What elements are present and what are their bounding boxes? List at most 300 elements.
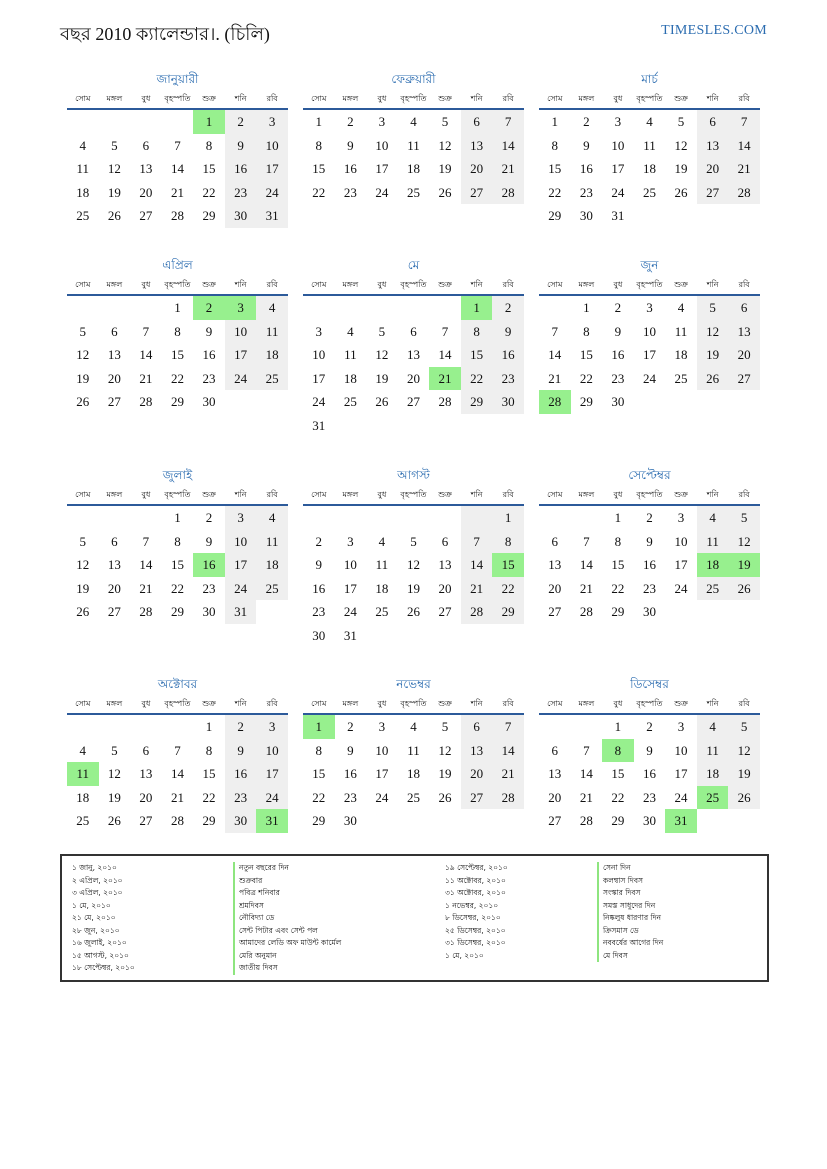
day-cell: 18: [256, 343, 288, 367]
day-cell: 9: [315, 557, 323, 572]
day-cell: 14: [579, 557, 593, 572]
day-cell: 18: [256, 553, 288, 577]
weekday-label: সোম: [547, 490, 563, 499]
empty-cell: [539, 506, 571, 530]
week-row: [67, 390, 288, 414]
day-cell: 9: [205, 323, 213, 339]
empty-cell: [366, 296, 398, 320]
day-cell: 24: [256, 181, 288, 205]
weekday-label: বৃহস্পতি: [400, 280, 427, 289]
empty-cell: [398, 506, 430, 530]
day-cell: 10: [674, 742, 688, 758]
month-title: অক্টোবর: [157, 677, 198, 691]
empty-cell: [429, 809, 461, 833]
day-cell: 27: [139, 208, 153, 223]
day-cell: 1: [174, 510, 181, 525]
weekday-label: বুধ: [613, 280, 623, 289]
day-cell: 15: [548, 161, 562, 176]
day-cell: 16: [642, 557, 656, 572]
week-row: [67, 762, 288, 786]
day-cell: 7: [583, 533, 590, 549]
day-cell: 11: [407, 137, 420, 153]
day-cell: 10: [256, 134, 288, 158]
week-row: [303, 414, 524, 438]
legend-holiday-name: জাতীয় দিবস: [233, 962, 341, 975]
empty-cell: [398, 624, 430, 648]
day-cell: 25: [406, 789, 420, 805]
day-cell: 26: [438, 184, 452, 200]
weekday-header: [303, 274, 524, 296]
empty-cell: [728, 809, 760, 833]
day-cell: 19: [76, 370, 90, 386]
day-cell: 16: [579, 161, 593, 176]
day-cell: 7: [142, 323, 150, 339]
day-cell: 14: [492, 739, 524, 763]
week-row: [67, 204, 288, 228]
day-cell: 20: [461, 157, 493, 181]
weekday-label: বৃহস্পতি: [164, 280, 191, 289]
site-link[interactable]: TIMESLES.COM: [661, 23, 767, 38]
weekday-label: রবি: [266, 94, 278, 103]
day-cell: 27: [139, 813, 153, 828]
empty-cell: [67, 110, 99, 134]
day-cell: 2: [347, 114, 354, 129]
day-cell: 11: [697, 739, 729, 763]
week-row: [303, 553, 524, 577]
day-cell: 17: [375, 161, 389, 176]
day-cell: 2: [492, 296, 524, 320]
weekday-label: শনি: [470, 699, 483, 708]
empty-cell: [539, 715, 571, 739]
legend-date: ১ মে, ২০১০: [445, 950, 484, 960]
month-calendar: [67, 466, 288, 624]
day-cell: 4: [697, 715, 729, 739]
day-cell: 9: [492, 320, 524, 344]
day-cell: 6: [111, 323, 118, 339]
weekday-label: বুধ: [613, 94, 623, 103]
week-row: [539, 762, 760, 786]
day-cell: 7: [441, 323, 449, 339]
month-title: নভেম্বর: [396, 677, 431, 691]
day-cell: 22: [579, 370, 593, 386]
day-cell: 3: [347, 533, 354, 549]
legend-date: ২ এপ্রিল, ২০১০: [72, 875, 123, 885]
day-cell: 9: [646, 533, 653, 549]
week-row: [303, 320, 524, 344]
day-cell: 12: [728, 530, 760, 554]
day-cell: 21: [548, 370, 562, 386]
legend-holiday-name: সেন্ট পিটার এবং সেন্ট পল: [233, 925, 341, 938]
week-row: [303, 181, 524, 205]
day-cell: 2: [225, 715, 257, 739]
weekday-label: সোম: [75, 94, 91, 103]
week-row: [539, 134, 760, 158]
empty-cell: [461, 809, 493, 833]
weekday-label: রবি: [738, 280, 750, 289]
day-cell: 6: [551, 742, 559, 758]
day-cell: 9: [583, 137, 590, 153]
day-cell: 23: [343, 789, 357, 805]
day-cell: 2: [193, 296, 225, 320]
week-row: [539, 390, 760, 414]
day-cell: 10: [225, 320, 257, 344]
empty-cell: [429, 506, 461, 530]
day-cell: 11: [256, 530, 288, 554]
weekday-label: বুধ: [141, 699, 151, 708]
empty-cell: [256, 600, 288, 624]
week-row: [303, 367, 524, 391]
weekday-label: বুধ: [377, 94, 387, 103]
day-cell: 23: [225, 181, 257, 205]
weekday-label: বৃহস্পতি: [636, 94, 663, 103]
day-cell: 2: [646, 719, 653, 734]
day-cell: 22: [202, 184, 216, 200]
day-cell: 7: [583, 742, 590, 758]
weekday-label: সোম: [547, 94, 563, 103]
day-cell: 24: [225, 577, 257, 601]
week-row: [67, 577, 288, 601]
day-cell: 30: [225, 204, 257, 228]
weekday-label: রবি: [738, 94, 750, 103]
weekday-label: মঙ্গল: [106, 280, 123, 289]
day-cell: 24: [611, 184, 625, 200]
legend-holiday-name: আমাদের লেডি অফ মাউন্ট কার্মেল: [233, 937, 341, 950]
empty-cell: [429, 624, 461, 648]
weekday-label: শনি: [234, 280, 247, 289]
day-cell: 7: [461, 530, 493, 554]
weekday-label: শনি: [706, 94, 719, 103]
weekday-label: রবি: [266, 699, 278, 708]
day-cell: 20: [548, 580, 562, 596]
empty-cell: [461, 506, 493, 530]
day-cell: 21: [461, 577, 493, 601]
day-cell: 4: [256, 506, 288, 530]
month-title: জুলাই: [162, 468, 193, 482]
day-cell: 20: [461, 762, 493, 786]
month-title: মে: [407, 258, 420, 272]
day-cell: 1: [174, 300, 181, 315]
week-row: [539, 553, 760, 577]
weekday-label: মঙ্গল: [578, 699, 595, 708]
weekday-label: মঙ্গল: [578, 280, 595, 289]
day-cell: 6: [461, 715, 493, 739]
day-cell: 7: [174, 742, 181, 758]
day-cell: 27: [728, 367, 760, 391]
day-cell: 4: [697, 506, 729, 530]
weekday-label: মঙ্গল: [578, 94, 595, 103]
month-calendar: [539, 256, 760, 414]
day-cell: 15: [611, 557, 625, 572]
day-cell: 21: [579, 789, 593, 805]
legend-holiday-name: শ্রমদিবস: [233, 900, 341, 913]
empty-cell: [634, 204, 666, 228]
week-row: [539, 204, 760, 228]
empty-cell: [99, 296, 131, 320]
empty-cell: [130, 715, 162, 739]
month-title: ফেব্রুয়ারী: [391, 72, 436, 86]
weekday-label: শনি: [234, 699, 247, 708]
day-cell: 26: [728, 577, 760, 601]
day-cell: 26: [76, 604, 90, 619]
day-cell: 7: [142, 533, 150, 549]
week-row: [539, 296, 760, 320]
day-cell: 11: [76, 161, 90, 176]
day-cell: 26: [697, 367, 729, 391]
day-cell: 15: [312, 766, 326, 781]
day-cell: 18: [406, 766, 420, 781]
weekday-label: শুক্র: [438, 490, 452, 499]
day-cell: 10: [225, 530, 257, 554]
day-cell: 8: [315, 137, 323, 153]
week-row: [539, 530, 760, 554]
day-cell: 29: [202, 208, 216, 223]
day-cell: 1: [551, 114, 559, 129]
day-cell: 28: [579, 604, 593, 619]
empty-cell: [130, 110, 162, 134]
empty-cell: [429, 414, 461, 438]
empty-cell: [225, 390, 257, 414]
day-cell: 4: [646, 114, 653, 129]
day-cell: 28: [539, 390, 571, 414]
empty-cell: [67, 715, 99, 739]
weekday-label: শুক্র: [438, 94, 452, 103]
day-cell: 11: [67, 762, 99, 786]
weekday-header: [303, 88, 524, 110]
legend-holiday-name: নতুন বছরের দিন: [233, 862, 341, 875]
weekday-label: শনি: [470, 94, 483, 103]
empty-cell: [398, 809, 430, 833]
legend-date: ১১ অক্টোবর, ২০১০: [445, 875, 506, 885]
day-cell: 3: [677, 510, 685, 525]
weekday-label: বুধ: [141, 280, 151, 289]
empty-cell: [492, 624, 524, 648]
weekday-label: বৃহস্পতি: [164, 490, 191, 499]
weekday-label: বৃহস্পতি: [400, 699, 427, 708]
day-cell: 13: [139, 766, 153, 781]
day-cell: 25: [256, 367, 288, 391]
week-row: [303, 157, 524, 181]
day-cell: 15: [202, 766, 216, 781]
day-cell: 25: [375, 604, 389, 619]
weekday-label: রবি: [502, 280, 514, 289]
legend-date: ৮ ডিসেম্বর, ২০১০: [445, 913, 501, 922]
empty-cell: [697, 600, 729, 624]
day-cell: 17: [611, 161, 625, 176]
week-row: [539, 577, 760, 601]
day-cell: 8: [583, 323, 590, 339]
weekday-label: রবি: [502, 699, 514, 708]
empty-cell: [665, 600, 697, 624]
weekday-header: [303, 484, 524, 506]
month-calendar: [539, 675, 760, 833]
day-cell: 16: [343, 766, 357, 781]
weekday-label: সোম: [311, 280, 327, 289]
day-cell: 11: [344, 347, 357, 362]
day-cell: 27: [406, 394, 420, 409]
day-cell: 9: [646, 742, 653, 758]
day-cell: 18: [697, 762, 729, 786]
day-cell: 11: [407, 742, 420, 758]
empty-cell: [335, 414, 367, 438]
day-cell: 20: [406, 370, 420, 386]
day-cell: 19: [728, 762, 760, 786]
day-cell: 17: [343, 580, 357, 596]
day-cell: 17: [256, 157, 288, 181]
legend-date: ১ জানু, ২০১০: [72, 863, 117, 872]
day-cell: 24: [256, 786, 288, 810]
day-cell: 3: [256, 715, 288, 739]
empty-cell: [130, 506, 162, 530]
empty-cell: [461, 624, 493, 648]
day-cell: 10: [256, 739, 288, 763]
month-calendar: [67, 675, 288, 833]
day-cell: 14: [170, 161, 184, 176]
day-cell: 15: [312, 161, 326, 176]
weekday-label: মঙ্গল: [106, 490, 123, 499]
day-cell: 17: [312, 370, 326, 386]
legend-holiday-name: নববর্ষের আগের দিন: [597, 937, 663, 950]
weekday-label: রবি: [266, 280, 278, 289]
week-row: [67, 343, 288, 367]
day-cell: 22: [611, 789, 625, 805]
day-cell: 1: [461, 296, 493, 320]
weekday-label: বুধ: [613, 699, 623, 708]
day-cell: 8: [614, 533, 622, 549]
day-cell: 30: [579, 208, 593, 223]
weekday-label: বুধ: [141, 490, 151, 499]
day-cell: 18: [642, 161, 656, 176]
weekday-label: শনি: [234, 94, 247, 103]
day-cell: 22: [548, 184, 562, 200]
empty-cell: [697, 204, 729, 228]
day-cell: 30: [343, 813, 357, 828]
empty-cell: [461, 414, 493, 438]
day-cell: 22: [202, 789, 216, 805]
weekday-label: মঙ্গল: [342, 490, 359, 499]
week-row: [303, 809, 524, 833]
day-cell: 19: [674, 161, 688, 176]
weekday-label: বুধ: [141, 94, 151, 103]
legend-holiday-name: ক্রিসমাস ডে: [597, 925, 663, 938]
day-cell: 3: [225, 296, 257, 320]
weekday-label: মঙ্গল: [342, 699, 359, 708]
day-cell: 17: [674, 766, 688, 781]
day-cell: 8: [315, 742, 323, 758]
week-row: [67, 809, 288, 833]
weekday-header: [303, 693, 524, 715]
week-row: [67, 786, 288, 810]
weekday-label: শুক্র: [674, 699, 688, 708]
day-cell: 20: [728, 343, 760, 367]
weekday-header: [539, 484, 760, 506]
empty-cell: [335, 506, 367, 530]
day-cell: 15: [202, 161, 216, 176]
day-cell: 10: [674, 533, 688, 549]
day-cell: 20: [438, 580, 452, 596]
legend-date: ১৫ আগস্ট, ২০১০: [72, 950, 129, 960]
day-cell: 27: [107, 604, 121, 619]
day-cell: 3: [225, 506, 257, 530]
empty-cell: [728, 204, 760, 228]
day-cell: 21: [139, 370, 153, 386]
weekday-label: সোম: [75, 280, 91, 289]
day-cell: 9: [347, 742, 354, 758]
day-cell: 14: [139, 347, 153, 362]
week-row: [67, 110, 288, 134]
day-cell: 21: [492, 762, 524, 786]
empty-cell: [303, 296, 335, 320]
day-cell: 21: [170, 184, 184, 200]
legend-date: ৩১ অক্টোবর, ২০১০: [445, 888, 506, 897]
day-cell: 29: [548, 208, 562, 223]
weekday-label: বুধ: [377, 699, 387, 708]
week-row: [67, 296, 288, 320]
week-row: [303, 577, 524, 601]
week-row: [67, 134, 288, 158]
weekday-header: [67, 88, 288, 110]
day-cell: 3: [378, 719, 386, 734]
day-cell: 8: [205, 137, 213, 153]
day-cell: 13: [728, 320, 760, 344]
week-row: [539, 600, 760, 624]
day-cell: 12: [674, 137, 688, 153]
weekday-label: শুক্র: [202, 490, 216, 499]
day-cell: 9: [225, 739, 257, 763]
day-cell: 23: [611, 370, 625, 386]
day-cell: 30: [642, 604, 656, 619]
day-cell: 2: [225, 110, 257, 134]
day-cell: 28: [579, 813, 593, 828]
empty-cell: [539, 296, 571, 320]
empty-cell: [665, 204, 697, 228]
day-cell: 28: [461, 600, 493, 624]
weekday-header: [539, 88, 760, 110]
day-cell: 4: [378, 533, 386, 549]
week-row: [303, 506, 524, 530]
week-row: [303, 530, 524, 554]
weekday-label: সোম: [311, 699, 327, 708]
day-cell: 13: [438, 557, 452, 572]
empty-cell: [728, 600, 760, 624]
empty-cell: [665, 390, 697, 414]
day-cell: 1: [315, 114, 323, 129]
week-row: [539, 715, 760, 739]
day-cell: 31: [665, 809, 697, 833]
day-cell: 3: [646, 300, 653, 315]
empty-cell: [162, 715, 194, 739]
legend-date: ১৬ জুলাই, ২০১০: [72, 938, 127, 947]
day-cell: 27: [461, 786, 493, 810]
day-cell: 5: [697, 296, 729, 320]
weekday-label: সোম: [75, 699, 91, 708]
day-cell: 3: [256, 110, 288, 134]
day-cell: 15: [611, 766, 625, 781]
day-cell: 16: [312, 580, 326, 596]
day-cell: 24: [642, 370, 656, 386]
day-cell: 25: [343, 394, 357, 409]
weekday-label: বৃহস্পতি: [164, 94, 191, 103]
day-cell: 18: [76, 184, 90, 200]
day-cell: 21: [728, 157, 760, 181]
day-cell: 21: [429, 367, 461, 391]
month-title: জুন: [640, 258, 659, 272]
weekday-label: মঙ্গল: [106, 699, 123, 708]
day-cell: 11: [643, 137, 656, 153]
day-cell: 16: [642, 766, 656, 781]
empty-cell: [398, 414, 430, 438]
day-cell: 30: [225, 809, 257, 833]
day-cell: 13: [461, 134, 493, 158]
